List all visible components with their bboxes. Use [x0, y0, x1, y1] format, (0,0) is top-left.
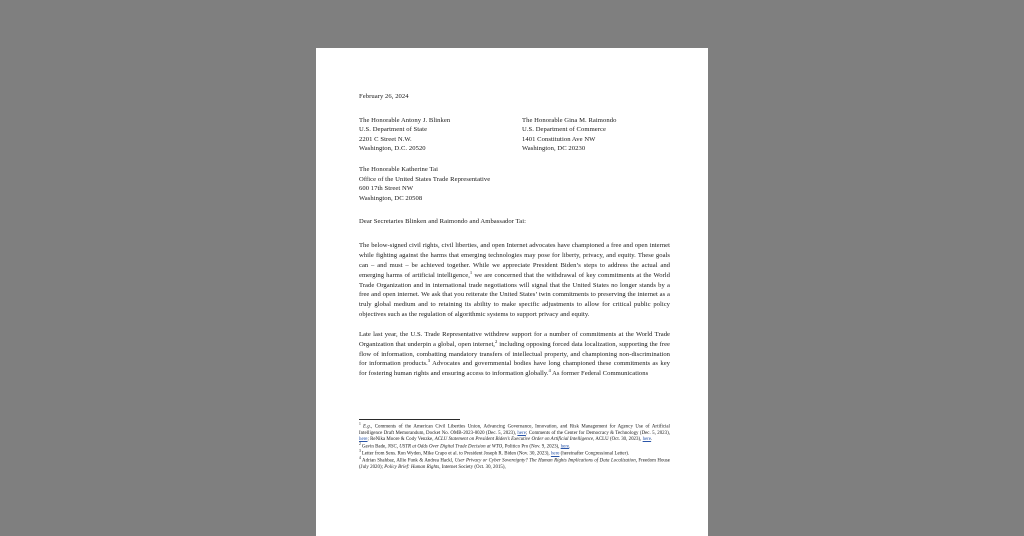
text-run: Late last year, the U.S. Trade Representative withdrew support for a number of commitments at the World Trade Organization that underpin a global, open internet,	[359, 330, 670, 348]
text-run: As former Federal Communications	[550, 370, 649, 378]
text-run: Advocates and governmental bodies have long championed these commitments as key for fostering human rights and ensuring access to information globally.	[359, 360, 671, 378]
recipient-name: The Honorable Katherine Tai	[359, 165, 439, 173]
text-run: .	[569, 444, 571, 450]
footnote-number: 3	[359, 448, 362, 453]
recipient-org: Office of the United States Trade Representative	[359, 175, 491, 183]
recipient-city: Washington, D.C. 20520	[359, 145, 426, 153]
citation-link[interactable]: here	[642, 437, 652, 443]
text-run: , Freedom House (July 2020);	[359, 458, 671, 470]
citation-link[interactable]: here	[517, 431, 526, 437]
recipient-tai	[359, 165, 670, 203]
citation-title: E.g.	[363, 424, 372, 430]
recipient-name: The Honorable Gina M. Raimondo	[522, 116, 617, 124]
text-run: Adrian Shahbaz, Allie Funk & Andrea Hackl,	[362, 458, 455, 464]
text-run: , ACLU (Oct. 30, 2023),	[593, 437, 643, 443]
footnotes-section	[359, 419, 670, 471]
footnote-entry	[359, 448, 670, 458]
text-run: , Internet Society (Oct. 30, 2015),	[439, 464, 506, 470]
citation-title: ACLU Statement on President Biden’s Executive Order on Artificial Intelligence	[434, 437, 594, 443]
document-page	[316, 48, 708, 536]
text-run: , Comments of the American Civil Liberties Union, Advancing Governance, Innovation, and Risk Management for Agency Use of Artificial Intelligence Draft Memorandum, Docket No. OMB-2023-0020 (Dec. 5, 2023),	[359, 424, 670, 437]
recipient-street: 1401 Constitution Ave NW	[522, 135, 596, 143]
footnote-entry	[359, 424, 670, 444]
text-run: ; Comments of the Center for Democracy & Technology (Dec. 5, 2023),	[525, 431, 670, 437]
recipient-blinken	[359, 116, 522, 154]
text-run: Letter from Sens. Ron Wyden, Mike Crapo et al. to President Joseph R. Biden (Nov. 30, 2023),	[361, 451, 551, 457]
text-run: Gavin Bade,	[361, 444, 388, 450]
letter-date: February 26, 2024	[359, 93, 409, 100]
text-run: .	[651, 437, 653, 443]
footnote-number: 4	[359, 455, 363, 460]
footnote-number: 1	[359, 422, 364, 426]
page-content	[316, 48, 708, 379]
citation-link[interactable]: here	[550, 451, 560, 457]
recipient-city: Washington, DC 20230	[522, 145, 586, 153]
footnote-list	[359, 424, 670, 471]
text-run: ; ReNika Moore & Cody Venzke,	[367, 437, 435, 443]
footnote-reference-marker[interactable]: 1	[469, 269, 473, 275]
footnote-reference-marker[interactable]: 2	[495, 338, 498, 344]
recipient-raimondo	[522, 116, 672, 154]
footnote-entry	[359, 455, 671, 471]
text-run: (hereinafter Congressional Letter).	[559, 451, 630, 457]
recipient-city: Washington, DC 20508	[359, 194, 423, 202]
recipient-org: U.S. Department of State	[359, 126, 428, 134]
citation-link[interactable]: here	[359, 437, 368, 443]
footnote-entry	[359, 441, 670, 451]
footnote-separator-rule	[359, 419, 460, 420]
citation-title: Policy Brief: Human Rights	[384, 464, 440, 470]
citation-title: NSC, USTR at Odds Over Digital Trade Decision at WTO	[387, 444, 503, 450]
recipient-org: U.S. Department of Commerce	[522, 126, 606, 134]
citation-link[interactable]: here	[560, 444, 570, 450]
text-run: , Politico Pro (Nov. 9, 2023),	[502, 444, 561, 450]
letter-body	[359, 241, 670, 379]
text-run: The below-signed civil rights, civil liberties, and open Internet advocates have championed a free and open internet while fighting against the harms that emerging technologies may pose for liberty, privacy, and equity. These goals can – and must – be achieved together. While we appreciate President Biden’s steps to address the actual and emerging harms of artificial intelligence,	[359, 241, 670, 279]
text-run: we are concerned that the withdrawal of key commitments at the World Trade Organization and in international trade negotiations will signal that the United States no longer stands by a free and open internet. We ask that you reiterate the United States’ twin commitments to preserving the internet as a truly global medium and to retaining its ability to make specific adjustments to allow for critical public policy objectives such as the regulation of algorithmic systems to support privacy and equity.	[359, 271, 670, 319]
footnote-number: 2	[359, 441, 362, 446]
citation-title: User Privacy or Cyber Sovereignty? The Human Rights Implications of Data Localization	[454, 458, 636, 464]
footnote-reference-marker[interactable]: 4	[548, 368, 551, 374]
body-paragraph	[359, 241, 670, 320]
recipient-street: 2201 C Street N.W.	[359, 135, 412, 143]
salutation: Dear Secretaries Blinken and Raimondo and Ambassador Tai:	[359, 218, 527, 226]
recipient-block-top	[359, 116, 670, 154]
recipient-street: 600 17th Street NW	[359, 185, 414, 193]
recipient-name: The Honorable Antony J. Blinken	[359, 116, 451, 124]
text-run: including opposing forced data localization, supporting the free flow of information, combatting mandatory transfers of intellectual property, and championing non-discrimination for information products.	[359, 340, 670, 368]
body-paragraph	[359, 330, 670, 380]
footnote-reference-marker[interactable]: 3	[427, 358, 431, 364]
